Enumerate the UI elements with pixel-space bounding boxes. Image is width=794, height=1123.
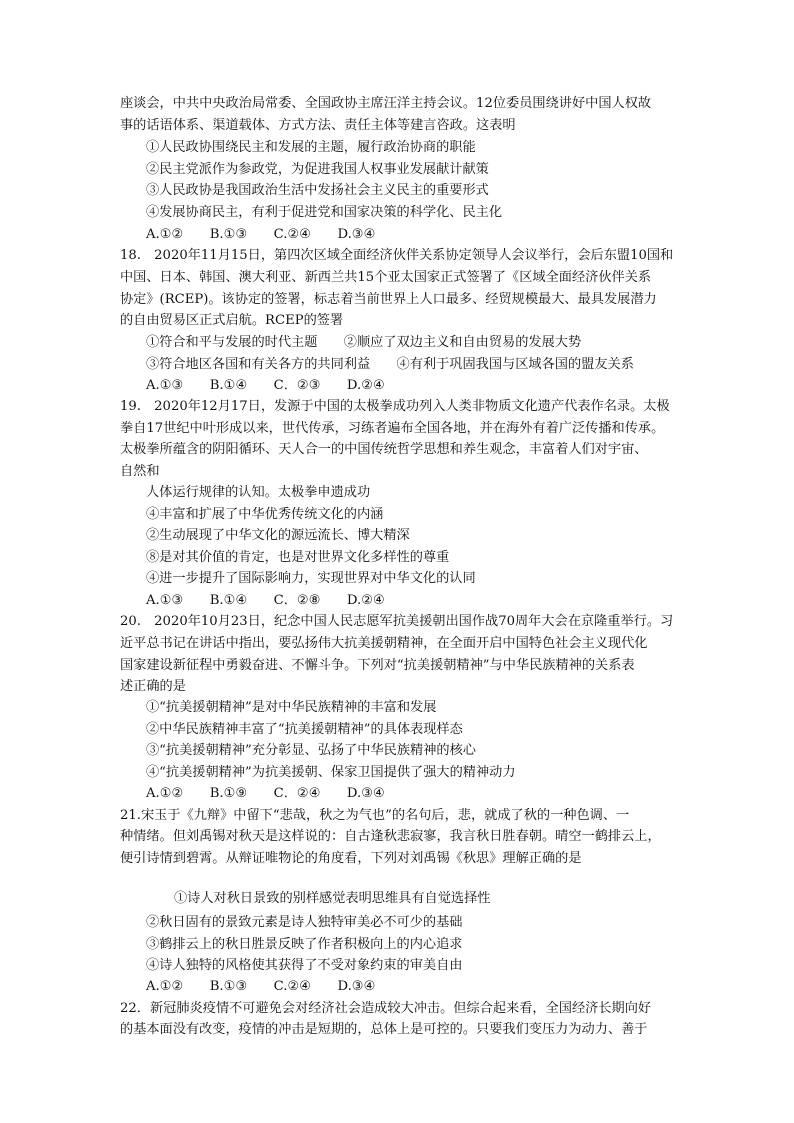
option-line: ①“抗美援朝精神”是对中华民族精神的丰富和发展 [146,700,437,715]
question-21-text: 21.宋玉于《九辩》中留下“悲哉，秋之为气也”的名句后，悲，就成了秋的一种色调、一 [120,808,630,823]
question-20-text: 20. 2020年10月23日，纪念中国人民志愿军抗美援朝出国作战70周年大会在京隆重举行。习 [120,614,674,629]
text-line: 拳自17世纪中叶形成以来，世代传承，习练者遍布全国各地，并在海外有着广泛传播和传承。 [120,421,665,436]
option-line: ②生动展现了中华文化的源远流长、博大精深 [146,528,410,543]
text-line: 的自由贸易区正式启航。RCEP的签署 [120,313,344,328]
option-line: ④诗人独特的风格使其获得了不受对象约束的审美自由 [146,958,463,973]
question-22-text: 22．新冠肺炎疫情不可避免会对经济社会造成较大冲击。但综合起来看，全国经济长期向好 [120,1001,652,1016]
text-line: 述正确的是 [120,679,186,694]
text-line: 太极拳所蕴含的阴阳循环、天人合一的中国传统哲学思想和养生观念，丰富着人们对宇宙、 [120,442,648,457]
text-line: 便引诗情到碧霄。从辩证唯物论的角度看，下列对刘禹锡《秋思》理解正确的是 [120,851,582,866]
option-line: ②秋日固有的景致元素是诗人独特审美必不可少的基础 [146,915,463,930]
option-line: ①人民政协围绕民主和发展的主题，履行政治协商的职能 [146,140,476,155]
option-line: ④丰富和扩展了中华优秀传统文化的内涵 [146,507,384,522]
answer-choices: A.①③ B.①④ C．②⑧ D.②④ [146,593,385,608]
option-line: ③人民政协是我国政治生活中发扬社会主义民主的重要形式 [146,183,489,198]
option-line: ③鹤排云上的秋日胜景反映了作者积极向上的内心追求 [146,937,463,952]
text-line: 协定》(RCEP)。该协定的签署，标志着当前世界上人口最多、经贸规模最大、最具发展潜力 [120,292,657,307]
option-line: ①符合和平与发展的时代主题 ②顺应了双边主义和自由贸易的发展大势 [146,335,582,350]
text-line: 国家建设新征程中勇毅奋进、不懈斗争。下列对“抗美援朝精神”与中华民族精神的关系表 [120,658,635,673]
text-line: 种情绪。但刘禹锡对秋天是这样说的：自古逢秋悲寂寥，我言秋日胜春朝。晴空一鹤排云上， [120,829,661,844]
text-line: 事的话语体系、渠道载体、方式方法、责任主体等建言咨政。这表明 [120,118,516,133]
option-line: ⑧是对其价值的肯定，也是对世界文化多样性的尊重 [146,550,450,565]
text-line: 近平总书记在讲话中指出，要弘扬伟大抗美援朝精神，在全面开启中国特色社会主义现代化 [120,636,648,651]
answer-choices: A.①② B.①⑨ C．②④ D.③④ [146,786,385,801]
option-line: ④“抗美援朝精神”为抗美援朝、保家卫国提供了强大的精神动力 [146,765,516,780]
option-line: ③“抗美援朝精神”充分彰显、弘扬了中华民族精神的核心 [146,743,476,758]
text-line: 中国、日本、韩国、澳大利亚、新西兰共15个亚太国家正式签署了《区域全面经济伙伴关系 [120,270,652,285]
question-18-text: 18. 2020年11月15日，第四次区域全面经济伙伴关系协定领导人会议举行，会后东盟10国和 [120,248,674,263]
question-19-text: 19. 2020年12月17日，发源于中国的太极拳成功列入人类非物质文化遗产代表作名录。太极 [120,399,670,414]
text-line: 座谈会，中共中央政治局常委、全国政协主席汪洋主持会议。12位委员围绕讲好中国人权故 [120,96,652,111]
answer-choices: A.①② B.①③ C.②④ D.③④ [146,979,376,994]
option-line: ②中华民族精神丰富了“抗美援朝精神”的具体表现样态 [146,722,463,737]
option-line: ②民主党派作为参政党，为促进我国人权事业发展献计献策 [146,162,489,177]
text-line: 的基本面没有改变，疫情的冲击是短期的，总体上是可控的。只要我们变压力为动力、善于 [120,1022,648,1037]
text-line: 自然和 [120,464,160,479]
option-line: ①诗人对秋日景致的别样感觉表明思维具有自觉选择性 [174,891,491,906]
answer-choices: A.①③ B.①④ C．②③ D.②④ [146,378,385,393]
option-line: ④进一步提升了国际影响力，实现世界对中华文化的认同 [146,571,476,586]
option-line: ④发展协商民主，有利于促进党和国家决策的科学化、民主化 [146,205,503,220]
answer-choices: A.①② B.①③ C.②④ D.③④ [146,227,376,242]
option-line: ③符合地区各国和有关各方的共同利益 ④有利于巩固我国与区域各国的盟友关系 [146,357,634,372]
text-line: 人体运行规律的认知。太极拳申遗成功 [146,485,371,500]
